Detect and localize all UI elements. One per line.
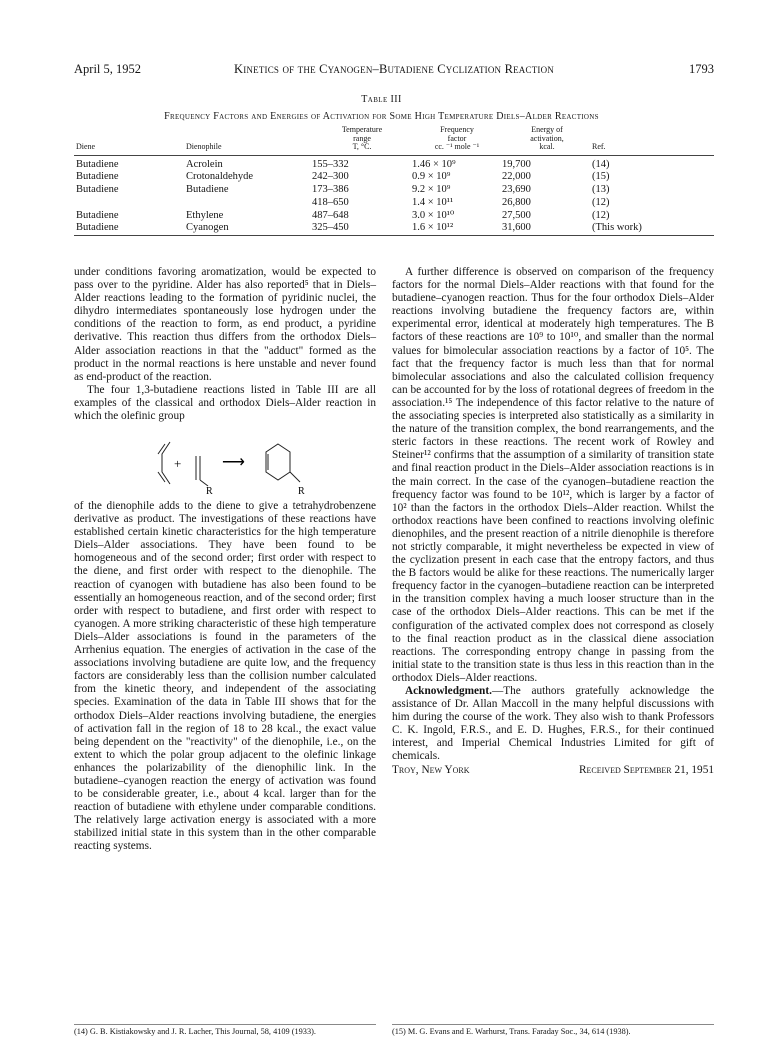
issue-date: April 5, 1952 [74, 62, 142, 76]
running-header [74, 62, 714, 78]
table-row [74, 210, 714, 223]
diels-alder-scheme [130, 432, 330, 494]
cell-energy: 31,600 [502, 222, 531, 234]
table-row [74, 155, 714, 171]
cell-temp: 487–648 [312, 209, 349, 221]
cell-temp: 418–650 [312, 196, 349, 208]
cell-diene [74, 197, 186, 210]
cell-factor: 1.46 × 10⁹ [412, 158, 456, 170]
paragraph: The four 1,3-butadiene reactions listed in Table III are all examples of the classical and orthodox Diels–Alder reaction in which the olefinic group [74, 383, 376, 423]
table-title: Frequency Factors and Energies of Activation for Some High Temperature Diels–Alder Reactions [164, 111, 599, 122]
col-header-frequency [412, 126, 502, 155]
cell-dienophile: Butadiene [186, 184, 229, 196]
paragraph: A further difference is observed on comparison of the frequency factors for the normal Diels–Alder reactions with that found for the butadiene–cyanogen reaction. Thus for the four orthodox Diels–Alder reactions involving butadiene the frequency factors are, within experimental error, identical at moderately high temperatures. The B factors of these reactions are 10⁹ to 10¹⁰, and smaller than the normal values for bimolecular association reactions by a factor of 10⁵. The fact that the frequency factor is much less than that for normal bimolecular associations and also the calculated collision frequency can be accounted for by the loss of rotational degrees of freedom in the association.¹⁵ The independence of this factor relative to the nature of the associating species is interpreted also statistically as a similarity in the nature of the transition complex, the bond rearrangements, and the steric factors in these reactions. The recent work of Rowley and Steiner¹² confirms that the assumption of a similarity of transition state and final reaction product in the Diels–Alder association reactions is in the main correct. In the case of the cyanogen–butadiene reaction the frequency factor was found to be 10¹², which is larger by a factor of 10² than the factors in the orthodox Diels–Alder reaction. Whilst the orthodox reactions have been confined to reactions involving olefinic dienophiles, and the present reaction of a nitrile dienophile is therefore not strictly comparable, it might nevertheless be expected in view of the cyclization present in each case that the entropy factors, and thus the B factors would be alike for these reactions. The numerically larger frequency factor in the cyanogen–butadiene reaction can be interpreted in the transition complex having a much looser structure than in the case of the orthodox Diels–Alder reactions. This can be met if the configuration of the activated complex does not correspond as closely to the final reaction product as in the classical diene association reactions. The corresponding entropy change in passing from the initial state to the transition state is thus less in this reaction than in the orthodox Diels–Alder reactions. [392, 266, 714, 684]
cell-diene: Butadiene [76, 209, 119, 221]
col-header-temperature-line3: T, °C. [352, 142, 372, 151]
footnote-rule [74, 1024, 376, 1025]
reaction-arrow: ⟶ [222, 454, 245, 471]
cell-energy: 27,500 [502, 209, 531, 221]
col-header-frequency-line2: factor [447, 133, 467, 143]
author-location: Troy, New York [392, 763, 470, 776]
frequency-factor-table [74, 126, 714, 236]
cell-dienophile: Cyanogen [186, 222, 229, 234]
running-title: Kinetics of the Cyanogen–Butadiene Cyclization Reaction [234, 62, 554, 76]
table-label: Table III [361, 94, 402, 105]
col-header-energy-line2: activation, [530, 133, 564, 143]
paragraph: under conditions favoring aromatization, would be expected to pass over to the pyridine. Alder has also reported⁵ that in Diels–Alder reactions leading to the formation of pyridinic nuclei, the dihydro intermediates spontaneously lose hydrogen under the conditions of the reaction to form, as end product, a pyridine derivative. This reaction thus differs from the orthodox Diels–Alder association reactions in that the "adduct" formed as the product in the normal reactions is here unstable and never found as end-product of the reaction. [74, 266, 376, 383]
substituent-label-r: R [206, 486, 213, 494]
col-header-frequency-line3: cc. ⁻¹ mole ⁻¹ [434, 142, 480, 151]
col-header-frequency-line1: Frequency [440, 125, 474, 134]
cell-ref: (15) [592, 171, 610, 183]
acknowledgment-body: —The authors gratefully acknowledge the assistance of Dr. Allan Maccoll in the many helpful discussions with him during the course of the work. They also wish to thank Professors C. K. Ingold, F.R.S., and E. D. Hughes, F.R.S., for their continued interest, and Imperial Chemical Industries Limited for gift of chemicals. [392, 685, 714, 763]
table-row [74, 184, 714, 197]
signature-line [392, 764, 714, 777]
cell-diene: Butadiene [76, 184, 119, 196]
cell-dienophile: Crotonaldehyde [186, 171, 254, 183]
table-row [74, 197, 714, 210]
cyclohexene-ring [266, 444, 290, 480]
substituent-label-r: R [298, 486, 305, 494]
cell-factor: 1.4 × 10¹¹ [412, 196, 454, 208]
cell-temp: 242–300 [312, 171, 349, 183]
cell-energy: 26,800 [502, 196, 531, 208]
cell-temp: 173–386 [312, 184, 349, 196]
cell-temp: 155–332 [312, 158, 349, 170]
table-row [74, 171, 714, 184]
cell-dienophile: Ethylene [186, 209, 224, 221]
diene-structure [162, 442, 170, 484]
col-header-temperature [312, 126, 412, 155]
cell-ref: (12) [592, 196, 610, 208]
cell-factor: 1.6 × 10¹² [412, 222, 454, 234]
table-row [74, 222, 714, 235]
cell-ref: (14) [592, 158, 610, 170]
table-header-row [74, 126, 714, 155]
col-header-energy [502, 126, 592, 155]
olefin-structure [196, 456, 200, 480]
cell-ref: (13) [592, 184, 610, 196]
acknowledgment [392, 685, 714, 764]
col-header-temperature-line2: range [353, 133, 371, 143]
cell-dienophile: Acrolein [186, 158, 223, 170]
plus-sign: + [174, 456, 182, 471]
cell-diene: Butadiene [76, 158, 119, 170]
cell-diene: Butadiene [76, 222, 119, 234]
left-column-bottom [74, 500, 376, 854]
cell-factor: 9.2 × 10⁹ [412, 184, 451, 196]
page-number: 1793 [689, 62, 714, 76]
paragraph: of the dienophile adds to the diene to give a tetrahydrobenzene derivative as product. The investigations of these reactions have established certain kinetic characteristics for the high temperature Diels–Alder associations. They have been found to be homogeneous and of the second order; first order with respect to the diene, and first order with respect to the dienophile. The reaction of cyanogen with butadiene has also been found to be essentially an homogeneous reaction, and of the second order; first order with respect to butadiene, and first order with respect to cyanogen. A more striking characteristic of these high temperature Diels–Alder associations is found in the parameters of the Arrhenius equation. The energies of activation in the case of the associations involving butadiene are quite low, and the frequency factors are considerably less than the collision number calculated from the kinetic theory, and independent of the associating species. Examination of the data in Table III shows that for the orthodox Diels–Alder reactions involving butadiene, the energies of activation fall in the region of 18 to 28 kcal., the exact value being dependent on the "reactivity" of the dienophile, i.e., on the extent to which the polar group adjacent to the olefinic linkage enhances the polarizability of the dienophilic link. In the butadiene–cyanogen reaction the energy of activation was found to be considerable greater, i.e., about 4 kcal. larger than for the reaction of butadiene with ethylene under comparable conditions. The relatively large activation energy is associated with a more stabilized initial state in this system than in the other comparable reacting systems. [74, 500, 376, 853]
col-header-diene: Diene [76, 142, 96, 151]
cell-dienophile [186, 197, 312, 210]
col-header-dienophile: Dienophile [186, 142, 222, 151]
cell-factor: 3.0 × 10¹⁰ [412, 209, 455, 221]
acknowledgment-heading: Acknowledgment. [405, 685, 492, 697]
cell-factor: 0.9 × 10⁹ [412, 171, 451, 183]
cell-ref: (This work) [592, 222, 642, 234]
cell-energy: 19,700 [502, 158, 531, 170]
cell-ref: (12) [592, 209, 610, 221]
right-column [392, 266, 714, 777]
cell-energy: 22,000 [502, 171, 531, 183]
cell-energy: 23,690 [502, 184, 531, 196]
footnote-15: (15) M. G. Evans and E. Warhurst, Trans. Faraday Soc., 34, 614 (1938). [392, 1027, 631, 1036]
cell-temp: 325–450 [312, 222, 349, 234]
col-header-temperature-line1: Temperature [341, 125, 383, 134]
received-date: Received September 21, 1951 [578, 763, 714, 776]
cell-diene: Butadiene [76, 171, 119, 183]
col-header-energy-line1: Energy of [531, 125, 563, 134]
footnote-14: (14) G. B. Kistiakowsky and J. R. Lacher, This Journal, 58, 4109 (1933). [74, 1027, 316, 1036]
col-header-energy-line3: kcal. [539, 142, 555, 151]
left-column-top [74, 266, 376, 423]
footnote-rule [392, 1024, 714, 1025]
col-header-ref: Ref. [592, 142, 606, 151]
